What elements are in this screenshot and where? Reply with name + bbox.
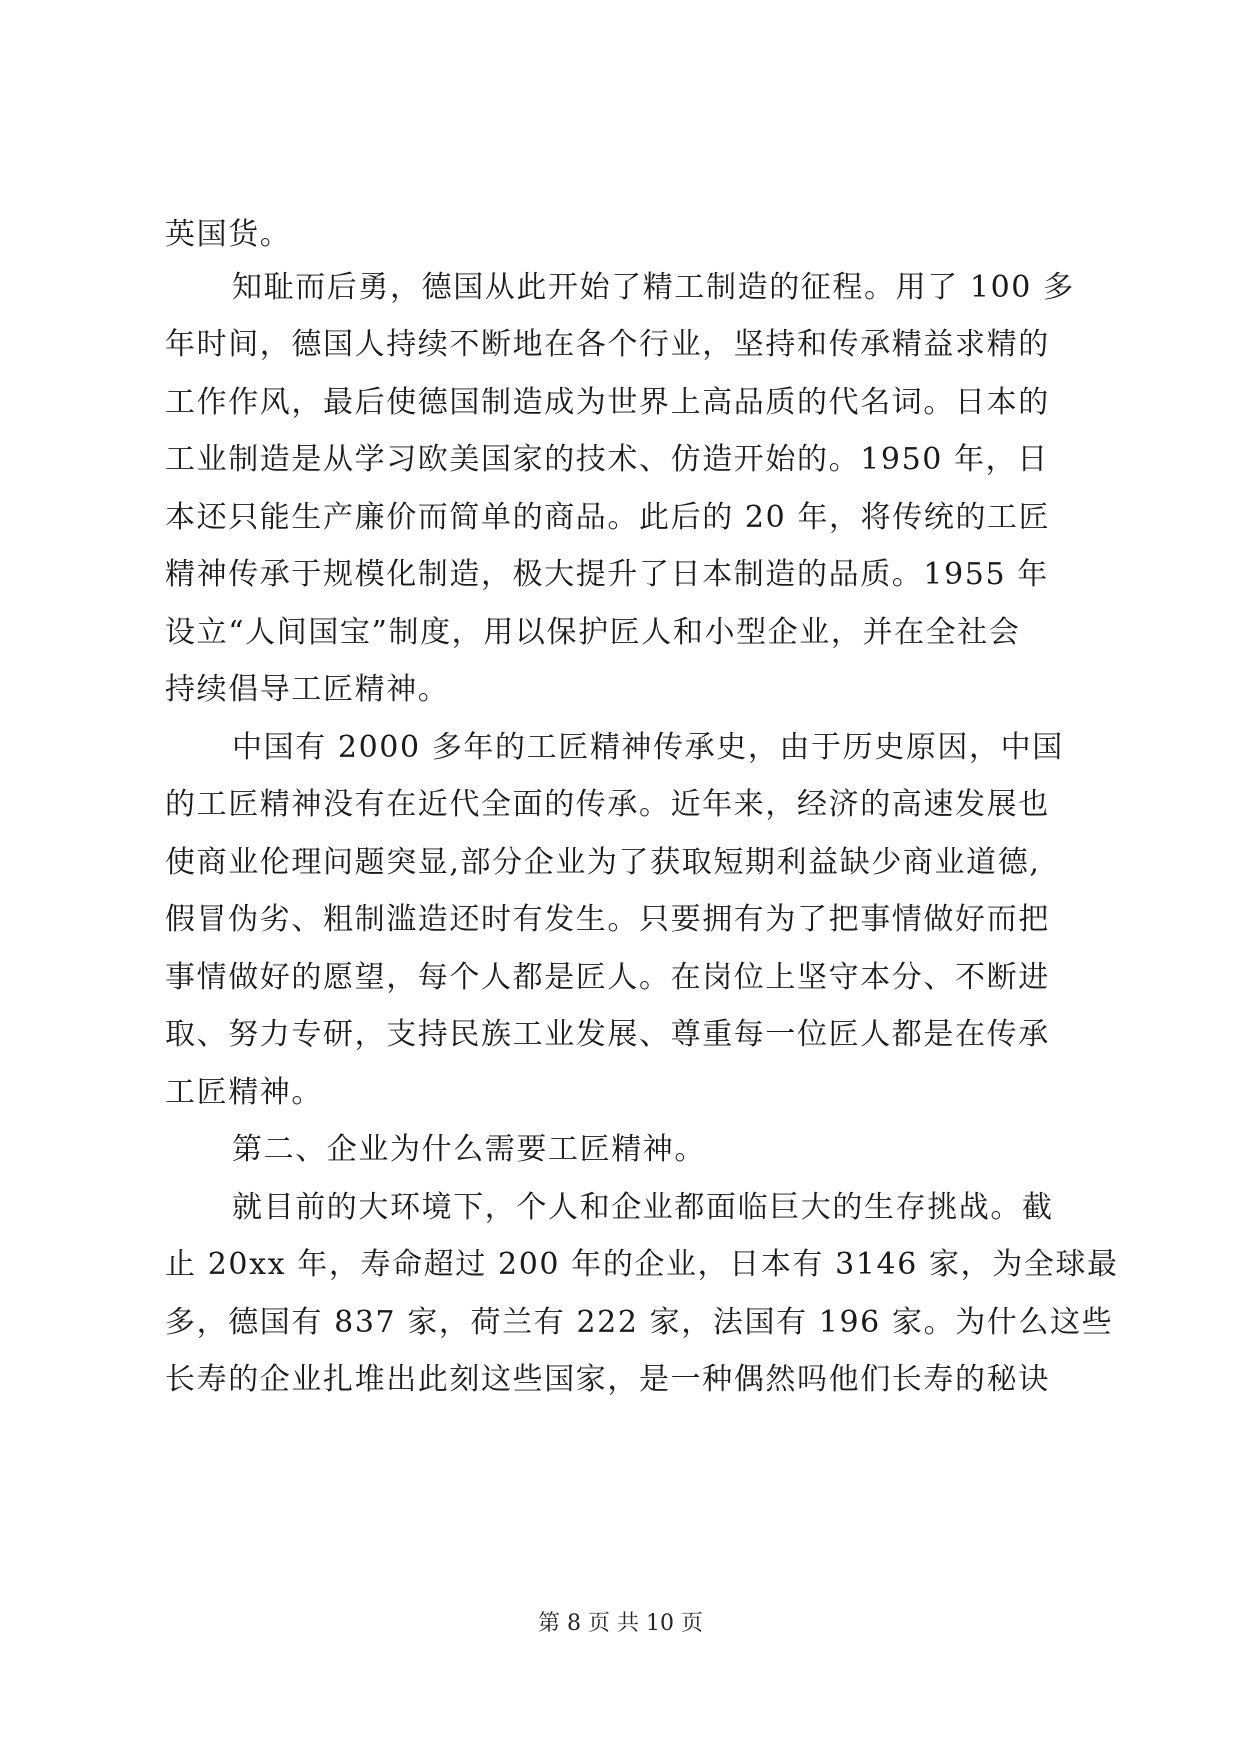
paragraph-line: 长寿的企业扎堆出此刻这些国家，是一种偶然吗他们长寿的秘诀 bbox=[165, 1362, 1050, 1397]
page-number-footer: 第 8 页 共 10 页 bbox=[538, 1611, 703, 1636]
paragraph-line: 使商业伦理问题突显,部分企业为了获取短期利益缺少商业道德, bbox=[165, 845, 1041, 880]
paragraph-line: 工业制造是从学习欧美国家的技术、仿造开始的。1950 年，日 bbox=[165, 442, 1049, 477]
paragraph-line: 止 20xx 年，寿命超过 200 年的企业，日本有 3146 家，为全球最 bbox=[165, 1247, 1119, 1282]
paragraph-line: 持续倡导工匠精神。 bbox=[165, 672, 450, 707]
paragraph-line: 工作作风，最后使德国制造成为世界上高品质的代名词。日本的 bbox=[165, 385, 1050, 420]
paragraph-line: 年时间，德国人持续不断地在各个行业，坚持和传承精益求精的 bbox=[165, 327, 1050, 362]
paragraph-line: 设立“人间国宝”制度，用以保护匠人和小型企业，并在全社会 bbox=[165, 615, 1021, 650]
paragraph-line: 本还只能生产廉价而简单的商品。此后的 20 年，将传统的工匠 bbox=[165, 500, 1051, 535]
section-heading: 第二、企业为什么需要工匠精神。 bbox=[232, 1132, 706, 1167]
paragraph-line: 事情做好的愿望，每个人都是匠人。在岗位上坚守本分、不断进 bbox=[165, 960, 1050, 995]
paragraph-line: 取、努力专研，支持民族工业发展、尊重每一位匠人都是在传承 bbox=[165, 1017, 1050, 1052]
paragraph-line: 就目前的大环境下，个人和企业都面临巨大的生存挑战。截 bbox=[232, 1190, 1054, 1225]
paragraph-line: 精神传承于规模化制造，极大提升了日本制造的品质。1955 年 bbox=[165, 557, 1049, 592]
paragraph-line: 多，德国有 837 家，荷兰有 222 家，法国有 196 家。为什么这些 bbox=[165, 1305, 1114, 1340]
paragraph-line: 工匠精神。 bbox=[165, 1075, 323, 1110]
paragraph-line: 英国货。 bbox=[165, 217, 292, 252]
paragraph-line: 知耻而后勇，德国从此开始了精工制造的征程。用了 100 多 bbox=[232, 270, 1075, 305]
paragraph-line: 中国有 2000 多年的工匠精神传承史，由于历史原因，中国 bbox=[232, 730, 1064, 765]
paragraph-line: 的工匠精神没有在近代全面的传承。近年来，经济的高速发展也 bbox=[165, 787, 1050, 822]
paragraph-line: 假冒伪劣、粗制滥造还时有发生。只要拥有为了把事情做好而把 bbox=[165, 902, 1050, 937]
